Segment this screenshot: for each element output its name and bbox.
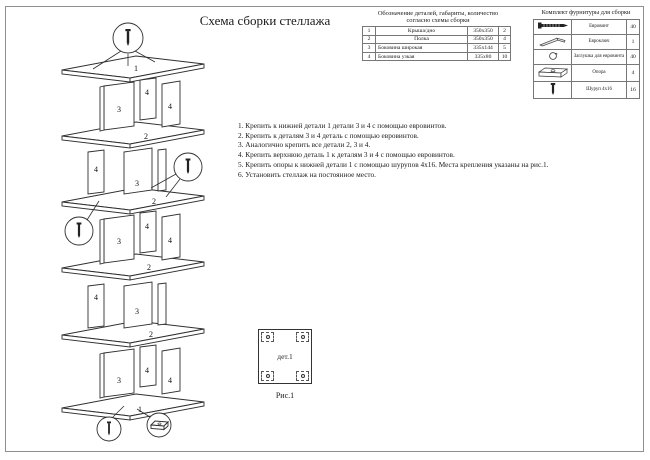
parts-table-title <box>352 10 524 25</box>
instructions-list <box>238 121 643 179</box>
part-qty: 4 <box>499 35 511 44</box>
support-mount-mark <box>296 371 309 381</box>
part-label: 4 <box>94 293 98 302</box>
part-label: 4 <box>168 236 172 245</box>
instruction-step: 2. Крепить к деталям 3 и 4 деталь с помощью евровинтов. <box>238 130 419 140</box>
part-size: 335x80 <box>468 52 499 61</box>
hardware-name: Евровинт <box>572 20 627 35</box>
hardware-qty: 4 <box>627 64 640 81</box>
part-name: Крыша/дно <box>376 27 468 36</box>
module-b-panels <box>88 148 166 194</box>
euroscrew-icon <box>534 20 572 35</box>
instruction-step: 6. Установить стеллаж на постоянное место. <box>238 169 376 179</box>
part-label: 1 <box>134 64 138 73</box>
part-size: 335x144 <box>468 44 499 53</box>
part-label: 4 <box>168 376 172 385</box>
part-label: 4 <box>145 88 149 97</box>
part-number: 4 <box>363 52 376 61</box>
screw-hole-icon <box>266 335 270 339</box>
part-label: 1 <box>138 405 142 414</box>
part-label: 2 <box>152 197 156 206</box>
hardware-name: Опора <box>572 64 627 81</box>
table-row <box>534 64 640 81</box>
instruction-step: 3. Аналогично крепить все детали 2, 3 и 4. <box>238 140 371 150</box>
part-size: 350x350 <box>468 35 499 44</box>
hardware-name: Евроключ <box>572 34 627 49</box>
hardware-name: Заглушка для евровинта <box>572 49 627 64</box>
support-mount-mark <box>261 371 274 381</box>
bottom-panel <box>62 394 204 420</box>
part-label: 2 <box>149 330 153 339</box>
hexkey-icon <box>534 34 572 49</box>
hardware-qty: 16 <box>627 81 640 98</box>
shelf-assembly-diagram <box>0 0 230 460</box>
part-label: 4 <box>145 366 149 375</box>
part-number: 2 <box>363 35 376 44</box>
instruction-step: 5. Крепить опоры к нижней детали 1 с помощью шурупов 4x16. Места крепления указаны на рис.1. <box>238 159 549 169</box>
part-number: 1 <box>363 27 376 36</box>
part-label: 2 <box>147 263 151 272</box>
screw-hole-icon <box>266 374 270 378</box>
table-row <box>534 49 640 64</box>
hardware-qty: 1 <box>627 34 640 49</box>
table-row <box>363 52 511 61</box>
table-row <box>534 34 640 49</box>
part-label: 4 <box>94 165 98 174</box>
support-icon <box>534 64 572 81</box>
part-name: Боковина широкая <box>376 44 468 53</box>
part-label: 3 <box>135 307 139 316</box>
instruction-step: 1. Крепить к нижней детали 1 детали 3 и 4 с помощью евровинтов. <box>238 121 447 130</box>
screw-hole-icon <box>301 335 305 339</box>
table-row <box>363 44 511 53</box>
part-qty: 2 <box>499 27 511 36</box>
module-d-panels <box>88 282 166 328</box>
part-label: 3 <box>117 237 121 246</box>
hardware-qty: 40 <box>627 20 640 35</box>
hardware-table <box>533 19 640 99</box>
part-qty: 10 <box>499 52 511 61</box>
part-size: 350x350 <box>468 27 499 36</box>
screw-icon <box>534 81 572 98</box>
page-title: Схема сборки стеллажа <box>199 13 331 28</box>
parts-table-title-line2: согласно схемы сборки <box>406 17 470 25</box>
part-name: Полка <box>376 35 468 44</box>
table-row <box>534 20 640 35</box>
module-e-panels <box>100 345 180 398</box>
part-label: 4 <box>145 222 149 231</box>
detail1-figure <box>258 329 312 384</box>
part-name: Боковина узкая <box>376 52 468 61</box>
hardware-qty: 40 <box>627 49 640 64</box>
instruction-step: 4. Крепить верхнюю деталь 1 к деталям 3 и 4 с помощью евровинтов. <box>238 150 455 160</box>
part-label: 3 <box>117 105 121 114</box>
part-number: 3 <box>363 44 376 53</box>
parts-table-title-line1: Обозначение деталей, габариты, количество <box>377 10 499 17</box>
cap-icon <box>534 49 572 64</box>
hardware-name: Шуруп 4x16 <box>572 81 627 98</box>
figure1-caption: Рис.1 <box>275 391 295 400</box>
parts-table <box>362 26 511 61</box>
hardware-table-title: Комплект фурнитуры для сборки <box>541 9 631 16</box>
support-mount-mark <box>261 332 274 342</box>
detail1-label: дет.1 <box>277 352 293 361</box>
table-row <box>363 27 511 36</box>
support-mount-mark <box>296 332 309 342</box>
table-row <box>534 81 640 98</box>
screw-hole-icon <box>301 374 305 378</box>
part-qty: 5 <box>499 44 511 53</box>
part-label: 3 <box>135 179 139 188</box>
part-label: 3 <box>117 376 121 385</box>
part-label: 4 <box>168 102 172 111</box>
table-row <box>363 35 511 44</box>
part-label: 2 <box>144 132 148 141</box>
top-panel <box>62 56 204 82</box>
